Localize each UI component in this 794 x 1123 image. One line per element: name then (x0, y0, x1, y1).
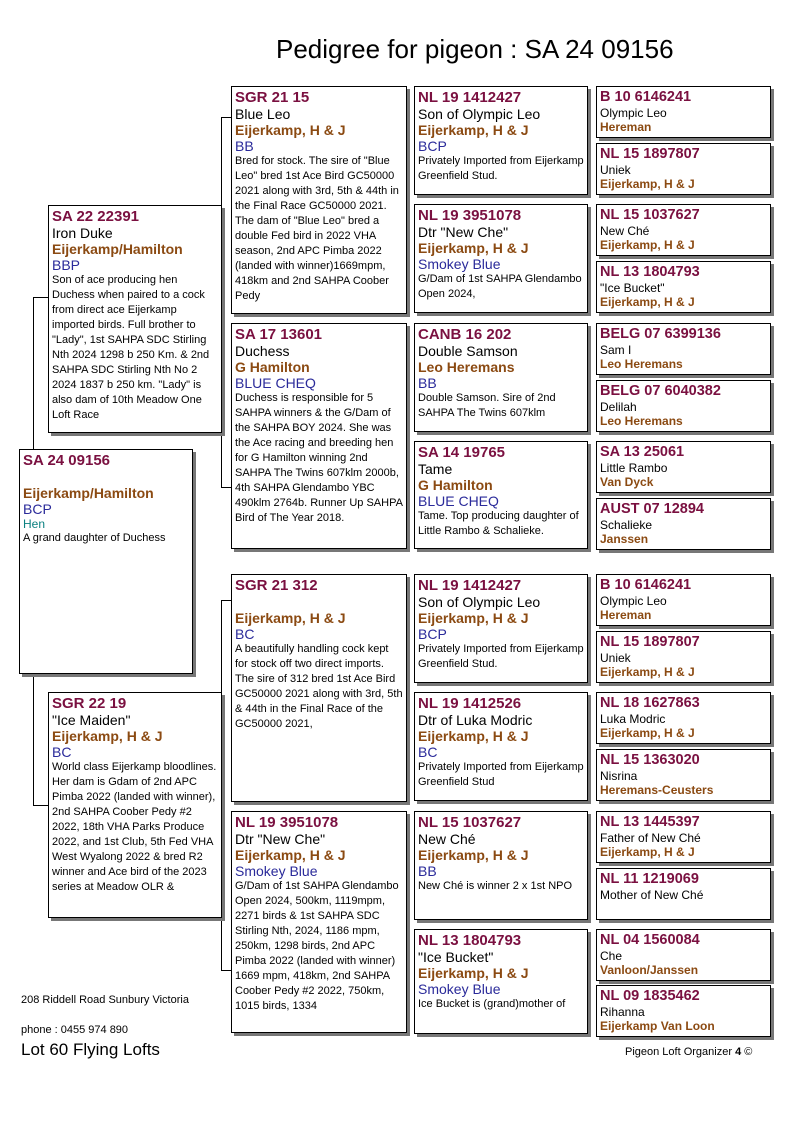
ring-number: NL 13 1445397 (600, 814, 700, 830)
gen4-card[interactable] (596, 261, 771, 313)
ring-number: BELG 07 6040382 (600, 383, 721, 399)
ring-number: NL 15 1037627 (600, 207, 700, 223)
connector-line (590, 117, 591, 173)
gen4-card[interactable] (596, 692, 771, 744)
ring-number: NL 19 3951078 (418, 207, 522, 224)
note: Son of ace producing hen Duchess when paired to a cock from direct ace Eijerkamp imported birds. Full brother to "Lady", 1st SAHPA SDC Stirling Nth 2024 1298 b 250 Km. & 2nd SAHPA SDC Stirling Nth No 2 2024 1837 b 250 km. "Lady" is also dam of 10th Meadow One Loft Race (52, 274, 210, 421)
pigeon-name: Olympic Leo (600, 106, 667, 120)
pigeon-name: New Ché (418, 831, 476, 847)
connector-line (221, 600, 231, 601)
pigeon-name: Uniek (600, 651, 631, 665)
connector-line (33, 297, 48, 298)
owner: Eijerkamp, H & J (600, 238, 695, 252)
note: Ice Bucket is (grand)mother of (418, 998, 566, 1010)
pigeon-name: Son of Olympic Leo (418, 106, 541, 122)
ring-number: NL 19 1412427 (418, 577, 522, 594)
owner: Eijerkamp, H & J (418, 965, 529, 981)
owner: Eijerkamp, H & J (418, 122, 529, 138)
pigeon-name: Uniek (600, 163, 631, 177)
note: A grand daughter of Duchess (23, 532, 166, 544)
owner: Eijerkamp/Hamilton (23, 485, 154, 501)
ring-number: NL 09 1835462 (600, 988, 700, 1004)
owner: Eijerkamp, H & J (235, 847, 346, 863)
note: World class Eijerkamp bloodlines. Her dam is Gdam of 2nd APC Pimba 2022 (landed with winner), 2nd SAHPA Coober Pedy #2 2022, 18th VHA Parks Produce 2022, and 1st Club, 5th Fed VHA West Wyalong 2022 & bred R2 winner and Ace bird of the 2023 series at Meadow OLR & (52, 761, 217, 893)
software-credit (625, 1046, 752, 1058)
connector-line (590, 352, 591, 408)
pigeon-name: Blue Leo (235, 106, 291, 122)
color: BB (418, 375, 437, 391)
pigeon-name: Sam I (600, 343, 632, 357)
dam-sire-card[interactable] (231, 574, 407, 802)
ring-number: SA 13 25061 (600, 444, 685, 460)
owner: Janssen (600, 532, 649, 546)
owner: Van Dyck (600, 475, 654, 489)
pigeon-name: Dtr of Luka Modric (418, 712, 533, 728)
note: G/Dam of 1st SAHPA Glendambo Open 2024, 500km, 1119mpm, 2271 birds & 1st SAHPA SDC Stirling Nth, 2024, 1186 mpm, 250km, 1298 birds, 2nd APC Pimba 2022 (landed with winner) 1669 mpm, 418km, 2nd SAHPA Coober Pedy #2 2022, 750km, 1015 birds, 1334 (235, 880, 399, 1012)
color: BC (418, 744, 438, 760)
owner: Eijerkamp, H & J (235, 122, 346, 138)
dam-card[interactable] (48, 692, 222, 918)
ring-number: NL 13 1804793 (600, 264, 700, 280)
owner: Eijerkamp, H & J (418, 847, 529, 863)
gen4-card[interactable] (596, 749, 771, 801)
color: BB (418, 863, 437, 879)
gen3-card[interactable] (414, 692, 588, 801)
owner: Hereman (600, 608, 652, 622)
note: A beautifully handling cock kept for stock off two direct imports. The sire of 312 bred 1st Ace Bird GC50000 2021 along with 3rd, 5th & 44th in the Final Race of the GC50000 2021, (235, 643, 403, 730)
connector-line (221, 970, 231, 971)
dam-dam-card[interactable] (231, 811, 407, 1033)
owner: Leo Heremans (600, 357, 683, 371)
gen4-card[interactable] (596, 441, 771, 493)
ring-number: NL 04 1560084 (600, 932, 700, 948)
pigeon-name: Rihanna (600, 1005, 645, 1019)
sire-dam-card[interactable] (231, 323, 407, 549)
ring-number: SGR 22 19 (52, 695, 127, 712)
gen4-card[interactable] (596, 86, 771, 138)
owner: Eijerkamp, H & J (418, 240, 529, 256)
gen3-card[interactable] (414, 86, 588, 195)
connector-line (221, 487, 231, 488)
gen4-card[interactable] (596, 380, 771, 432)
gen3-card[interactable] (414, 574, 588, 683)
color: BLUE CHEQ (418, 493, 499, 509)
owner: G Hamilton (418, 477, 493, 493)
ring-number: SA 14 19765 (418, 444, 506, 461)
color: BCP (23, 501, 52, 517)
software-version: 4 (735, 1046, 742, 1058)
ring-number: SA 24 09156 (23, 452, 111, 469)
color: BLUE CHEQ (235, 375, 316, 391)
owner: Vanloon/Janssen (600, 963, 699, 977)
ring-number: SGR 21 15 (235, 89, 310, 106)
owner: Eijerkamp Van Loon (600, 1019, 715, 1033)
ring-number: NL 15 1037627 (418, 814, 522, 831)
ring-number: B 10 6146241 (600, 89, 692, 105)
color: Smokey Blue (418, 256, 501, 272)
subject-pigeon-card[interactable] (19, 449, 193, 674)
pigeon-name: Olympic Leo (600, 594, 667, 608)
gen3-card[interactable] (414, 441, 588, 549)
pigeon-name: Double Samson (418, 343, 518, 359)
color: Smokey Blue (235, 863, 318, 879)
loft-name: Lot 60 Flying Lofts (21, 1040, 160, 1059)
owner: Eijerkamp, H & J (600, 177, 695, 191)
pigeon-name: Tame (418, 461, 453, 477)
connector-line (590, 470, 591, 526)
color: BB (235, 138, 254, 154)
ring-number: NL 13 1804793 (418, 932, 522, 949)
ring-number: NL 11 1219069 (600, 871, 699, 887)
connector-line (590, 838, 591, 894)
gen3-card[interactable] (414, 929, 588, 1034)
note: Duchess is responsible for 5 SAHPA winners & the G/Dam of the SAHPA BOY 2024. She was the Ace racing and breeding hen for G Hamilton winning 2nd SAHPA The Twins 607klm 2000b, 4th SAHPA Glendambo YBC 490klm 2764b. Runner Up SAHPA Bird of The Year 2018. (235, 392, 403, 524)
color: BCP (418, 626, 447, 642)
owner: Leo Heremans (600, 414, 683, 428)
pigeon-name: "Ice Bucket" (600, 281, 665, 295)
ring-number: NL 19 3951078 (235, 814, 339, 831)
note: Bred for stock. The sire of "Blue Leo" bred 1st Ace Bird GC50000 2021 along with 3rd, 5th & 44th in the Final Race GC50000 2021. The dam of "Blue Leo" bred a double Fed bird in 2022 VHA season, 2nd APC Pimba 2022 (landed with winner)1669mpm, 418km and 2nd SAHPA Coober Pedy (235, 155, 399, 302)
pigeon-name: Son of Olympic Leo (418, 594, 541, 610)
gen3-card[interactable] (414, 204, 588, 313)
ring-number: SA 17 13601 (235, 326, 323, 343)
copyright-icon: © (744, 1046, 753, 1058)
ring-number: NL 15 1363020 (600, 752, 700, 768)
pigeon-name (235, 594, 403, 610)
pigeon-name: Nisrina (600, 769, 638, 783)
gen4-card[interactable] (596, 143, 771, 195)
note: New Ché is winner 2 x 1st NPO (418, 880, 573, 892)
ring-number: NL 19 1412526 (418, 695, 522, 712)
phone: phone : 0455 974 890 (21, 1024, 129, 1036)
ring-number: BELG 07 6399136 (600, 326, 721, 342)
pigeon-name: Duchess (235, 343, 290, 359)
color: BCP (418, 138, 447, 154)
owner: Eijerkamp, H & J (235, 610, 346, 626)
connector-line (221, 117, 231, 118)
software-name: Pigeon Loft Organizer (625, 1046, 733, 1058)
color: BC (235, 626, 255, 642)
connector-line (590, 600, 591, 656)
owner: Eijerkamp, H & J (600, 726, 695, 740)
ring-number: NL 15 1897807 (600, 146, 700, 162)
pigeon-name: Mother of New Ché (600, 888, 704, 902)
owner: Heremans-Ceusters (600, 783, 714, 797)
note: Tame. Top producing daughter of Little Rambo & Schalieke. (418, 510, 579, 537)
sex: Hen (23, 517, 46, 531)
gen4-card[interactable] (596, 498, 771, 550)
ring-number: CANB 16 202 (418, 326, 512, 343)
pigeon-name: Schalieke (600, 518, 653, 532)
note: Privately Imported from Eijerkamp Greenfield Stud. (418, 643, 584, 670)
owner: Eijerkamp, H & J (600, 295, 695, 309)
gen4-card[interactable] (596, 574, 771, 626)
owner: Hereman (600, 120, 652, 134)
ring-number: B 10 6146241 (600, 577, 692, 593)
pigeon-name: New Ché (600, 224, 650, 238)
pigeon-name: Che (600, 949, 623, 963)
pigeon-name: Dtr "New Che" (235, 831, 326, 847)
pigeon-name: Little Rambo (600, 461, 668, 475)
color: BC (52, 744, 72, 760)
owner: Leo Heremans (418, 359, 515, 375)
ring-number: NL 15 1897807 (600, 634, 700, 650)
address: 208 Riddell Road Sunbury Victoria (21, 994, 189, 1006)
pigeon-name: Delilah (600, 400, 637, 414)
connector-line (590, 956, 591, 1012)
pigeon-name: Iron Duke (52, 225, 113, 241)
gen4-card[interactable] (596, 811, 771, 863)
ring-number: SA 22 22391 (52, 208, 140, 225)
owner: Eijerkamp, H & J (600, 665, 695, 679)
gen4-card[interactable] (596, 631, 771, 683)
pigeon-name: Luka Modric (600, 712, 666, 726)
owner: Eijerkamp/Hamilton (52, 241, 183, 257)
gen4-card[interactable] (596, 985, 771, 1037)
ring-number: NL 18 1627863 (600, 695, 700, 711)
connector-line (590, 718, 591, 774)
color: BBP (52, 257, 81, 273)
owner: Eijerkamp, H & J (600, 845, 695, 859)
connector-line (33, 805, 48, 806)
color: Smokey Blue (418, 981, 501, 997)
note: Privately Imported from Eijerkamp Greenfield Stud (418, 761, 584, 788)
gen3-card[interactable] (414, 811, 588, 920)
gen3-card[interactable] (414, 323, 588, 432)
gen4-card[interactable] (596, 323, 771, 375)
owner: G Hamilton (235, 359, 310, 375)
ring-number: SGR 21 312 (235, 577, 318, 594)
sire-card[interactable] (48, 205, 222, 433)
gen4-card[interactable] (596, 204, 771, 256)
pigeon-name: "Ice Maiden" (52, 712, 131, 728)
gen4-card[interactable] (596, 929, 771, 981)
ring-number: AUST 07 12894 (600, 501, 704, 517)
pigeon-name: Father of New Ché (600, 831, 701, 845)
pigeon-name: "Ice Bucket" (418, 949, 494, 965)
ring-number: NL 19 1412427 (418, 89, 522, 106)
sire-sire-card[interactable] (231, 86, 407, 314)
note: Double Samson. Sire of 2nd SAHPA The Twins 607klm (418, 392, 556, 419)
owner: Eijerkamp, H & J (418, 728, 529, 744)
note: G/Dam of 1st SAHPA Glendambo Open 2024, (418, 273, 582, 300)
pigeon-name: Dtr "New Che" (418, 224, 509, 240)
page-title: Pedigree for pigeon : SA 24 09156 (276, 34, 674, 64)
owner: Eijerkamp, H & J (418, 610, 529, 626)
connector-line (590, 233, 591, 289)
note: Privately Imported from Eijerkamp Greenfield Stud. (418, 155, 584, 182)
owner: Eijerkamp, H & J (52, 728, 163, 744)
gen4-card[interactable] (596, 868, 771, 920)
